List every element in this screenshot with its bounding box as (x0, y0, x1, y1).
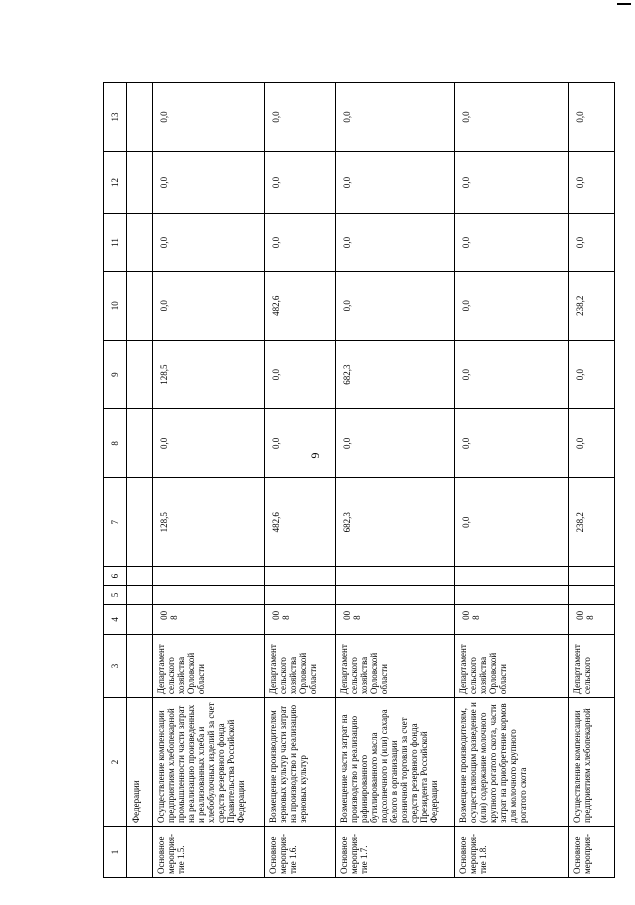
table-cell: 0,0 (265, 83, 336, 152)
table-cell: Департамент сельского (569, 634, 615, 697)
header-cell: 2 (104, 698, 127, 827)
table-cell: 0,0 (153, 83, 265, 152)
header-cell: 11 (104, 214, 127, 272)
table-cell: Департамент сельского хозяйства Орловской области (336, 634, 455, 697)
budget-table (103, 82, 615, 878)
table-cell: Основное мероприя-тие 1.6. (265, 826, 336, 877)
table-cell: Осуществление компенсации предприятиям хлебопекарной промышленности части затрат на реализацию произведенных и реализованных хлеба и хлебобулочных изделий за счет средств резервного фонда Правительства Российской Федерации (153, 698, 265, 827)
header-cell: 1 (104, 826, 127, 877)
table-cell: 008 (455, 604, 569, 634)
table-container (103, 82, 595, 878)
table-cell: Департамент сельского хозяйства Орловской области (153, 634, 265, 697)
table-cell (569, 567, 615, 586)
table-cell (127, 151, 153, 213)
table-cell: 0,0 (336, 214, 455, 272)
table-cell (265, 586, 336, 605)
table-cell: 0,0 (455, 409, 569, 478)
table-cell: 0,0 (569, 83, 615, 152)
table-cell (127, 271, 153, 340)
table-cell: Департамент сельского хозяйства Орловской области (265, 634, 336, 697)
table-cell (455, 586, 569, 605)
table-cell (127, 83, 153, 152)
table-cell (336, 586, 455, 605)
table-row (569, 83, 615, 878)
table-cell: 0,0 (336, 409, 455, 478)
header-cell: 10 (104, 271, 127, 340)
table-row (153, 83, 265, 878)
table-cell: 0,0 (265, 340, 336, 409)
table-cell: 0,0 (265, 151, 336, 213)
table-cell: Осуществление компенсации предприятиям хлебопекарной (569, 698, 615, 827)
table-cell: 238,2 (569, 271, 615, 340)
table-cell: 0,0 (336, 83, 455, 152)
table-cell: 008 (336, 604, 455, 634)
table-cell: Возмещение производителям зерновых культур части затрат на производство и реализацию зерновых культур (265, 698, 336, 827)
table-cell: Основное мероприя-тие 1.5. (153, 826, 265, 877)
table-cell (127, 340, 153, 409)
table-cell (336, 567, 455, 586)
header-cell: 8 (104, 409, 127, 478)
table-cell (127, 214, 153, 272)
table-cell (265, 567, 336, 586)
table-row (265, 83, 336, 878)
table-cell: 0,0 (455, 340, 569, 409)
table-cell: 128,5 (153, 340, 265, 409)
table-cell: 682,3 (336, 478, 455, 567)
table-cell: 0,0 (265, 214, 336, 272)
table-cell: 238,2 (569, 478, 615, 567)
table-cell: 0,0 (336, 151, 455, 213)
table-cell: 0,0 (455, 83, 569, 152)
table-row (455, 83, 569, 878)
table-cell (127, 567, 153, 586)
table-cell: Основное мероприя-тие 1.7. (336, 826, 455, 877)
table-cell: 008 (153, 604, 265, 634)
table-cell: 0,0 (265, 409, 336, 478)
header-cell: 4 (104, 604, 127, 634)
table-cell (127, 604, 153, 634)
table-cell: 008 (265, 604, 336, 634)
table-cell (153, 586, 265, 605)
table-cell (127, 826, 153, 877)
table-cell: 0,0 (569, 151, 615, 213)
table-cell: 0,0 (455, 478, 569, 567)
table-cell: 0,0 (153, 409, 265, 478)
table-cell: 0,0 (153, 151, 265, 213)
table-cell: 008 (569, 604, 615, 634)
header-cell: 6 (104, 567, 127, 586)
table-cell: 482,6 (265, 271, 336, 340)
table-cell (127, 478, 153, 567)
page-number: 6 (308, 452, 323, 459)
header-cell: 9 (104, 340, 127, 409)
header-cell: 7 (104, 478, 127, 567)
table-cell: Возмещение части затрат на производство и реализацию рафинированного бутилированного масла подсолнечного и (или) сахара белого в организации розничной торговли за счет средств резервного фонда Президента Российской Федерации (336, 698, 455, 827)
table-cell: Основное мероприя- (569, 826, 615, 877)
header-cell: 3 (104, 634, 127, 697)
table-cell: Основное мероприя-тие 1.8. (455, 826, 569, 877)
header-row (104, 83, 127, 878)
table-cell: 0,0 (569, 340, 615, 409)
header-cell: 5 (104, 586, 127, 605)
table-cell (153, 567, 265, 586)
table-cell: 0,0 (153, 214, 265, 272)
table-cell (569, 586, 615, 605)
table-cell: 0,0 (336, 271, 455, 340)
table-cell: Департамент сельского хозяйства Орловской области (455, 634, 569, 697)
table-cell: 0,0 (455, 271, 569, 340)
table-cell: Возмещение производителям, осуществляющим разведение и (или) содержание молочного крупного рогатого скота, части затрат на приобретение кормов для молочного крупного рогатого скота (455, 698, 569, 827)
table-cell (455, 567, 569, 586)
header-cell: 13 (104, 83, 127, 152)
table-cell: 0,0 (569, 214, 615, 272)
table-cell: 0,0 (153, 271, 265, 340)
table-cell: 128,5 (153, 478, 265, 567)
table-cell: 0,0 (455, 151, 569, 213)
continuation-text: Федерации (127, 698, 153, 827)
header-cell: 12 (104, 151, 127, 213)
table-cell: 682,3 (336, 340, 455, 409)
continuation-row (127, 83, 153, 878)
table-cell (127, 586, 153, 605)
table-cell: 0,0 (455, 214, 569, 272)
table-cell (127, 634, 153, 697)
table-cell: 0,0 (569, 409, 615, 478)
table-row (336, 83, 455, 878)
table-cell (127, 409, 153, 478)
table-cell: 482,6 (265, 478, 336, 567)
